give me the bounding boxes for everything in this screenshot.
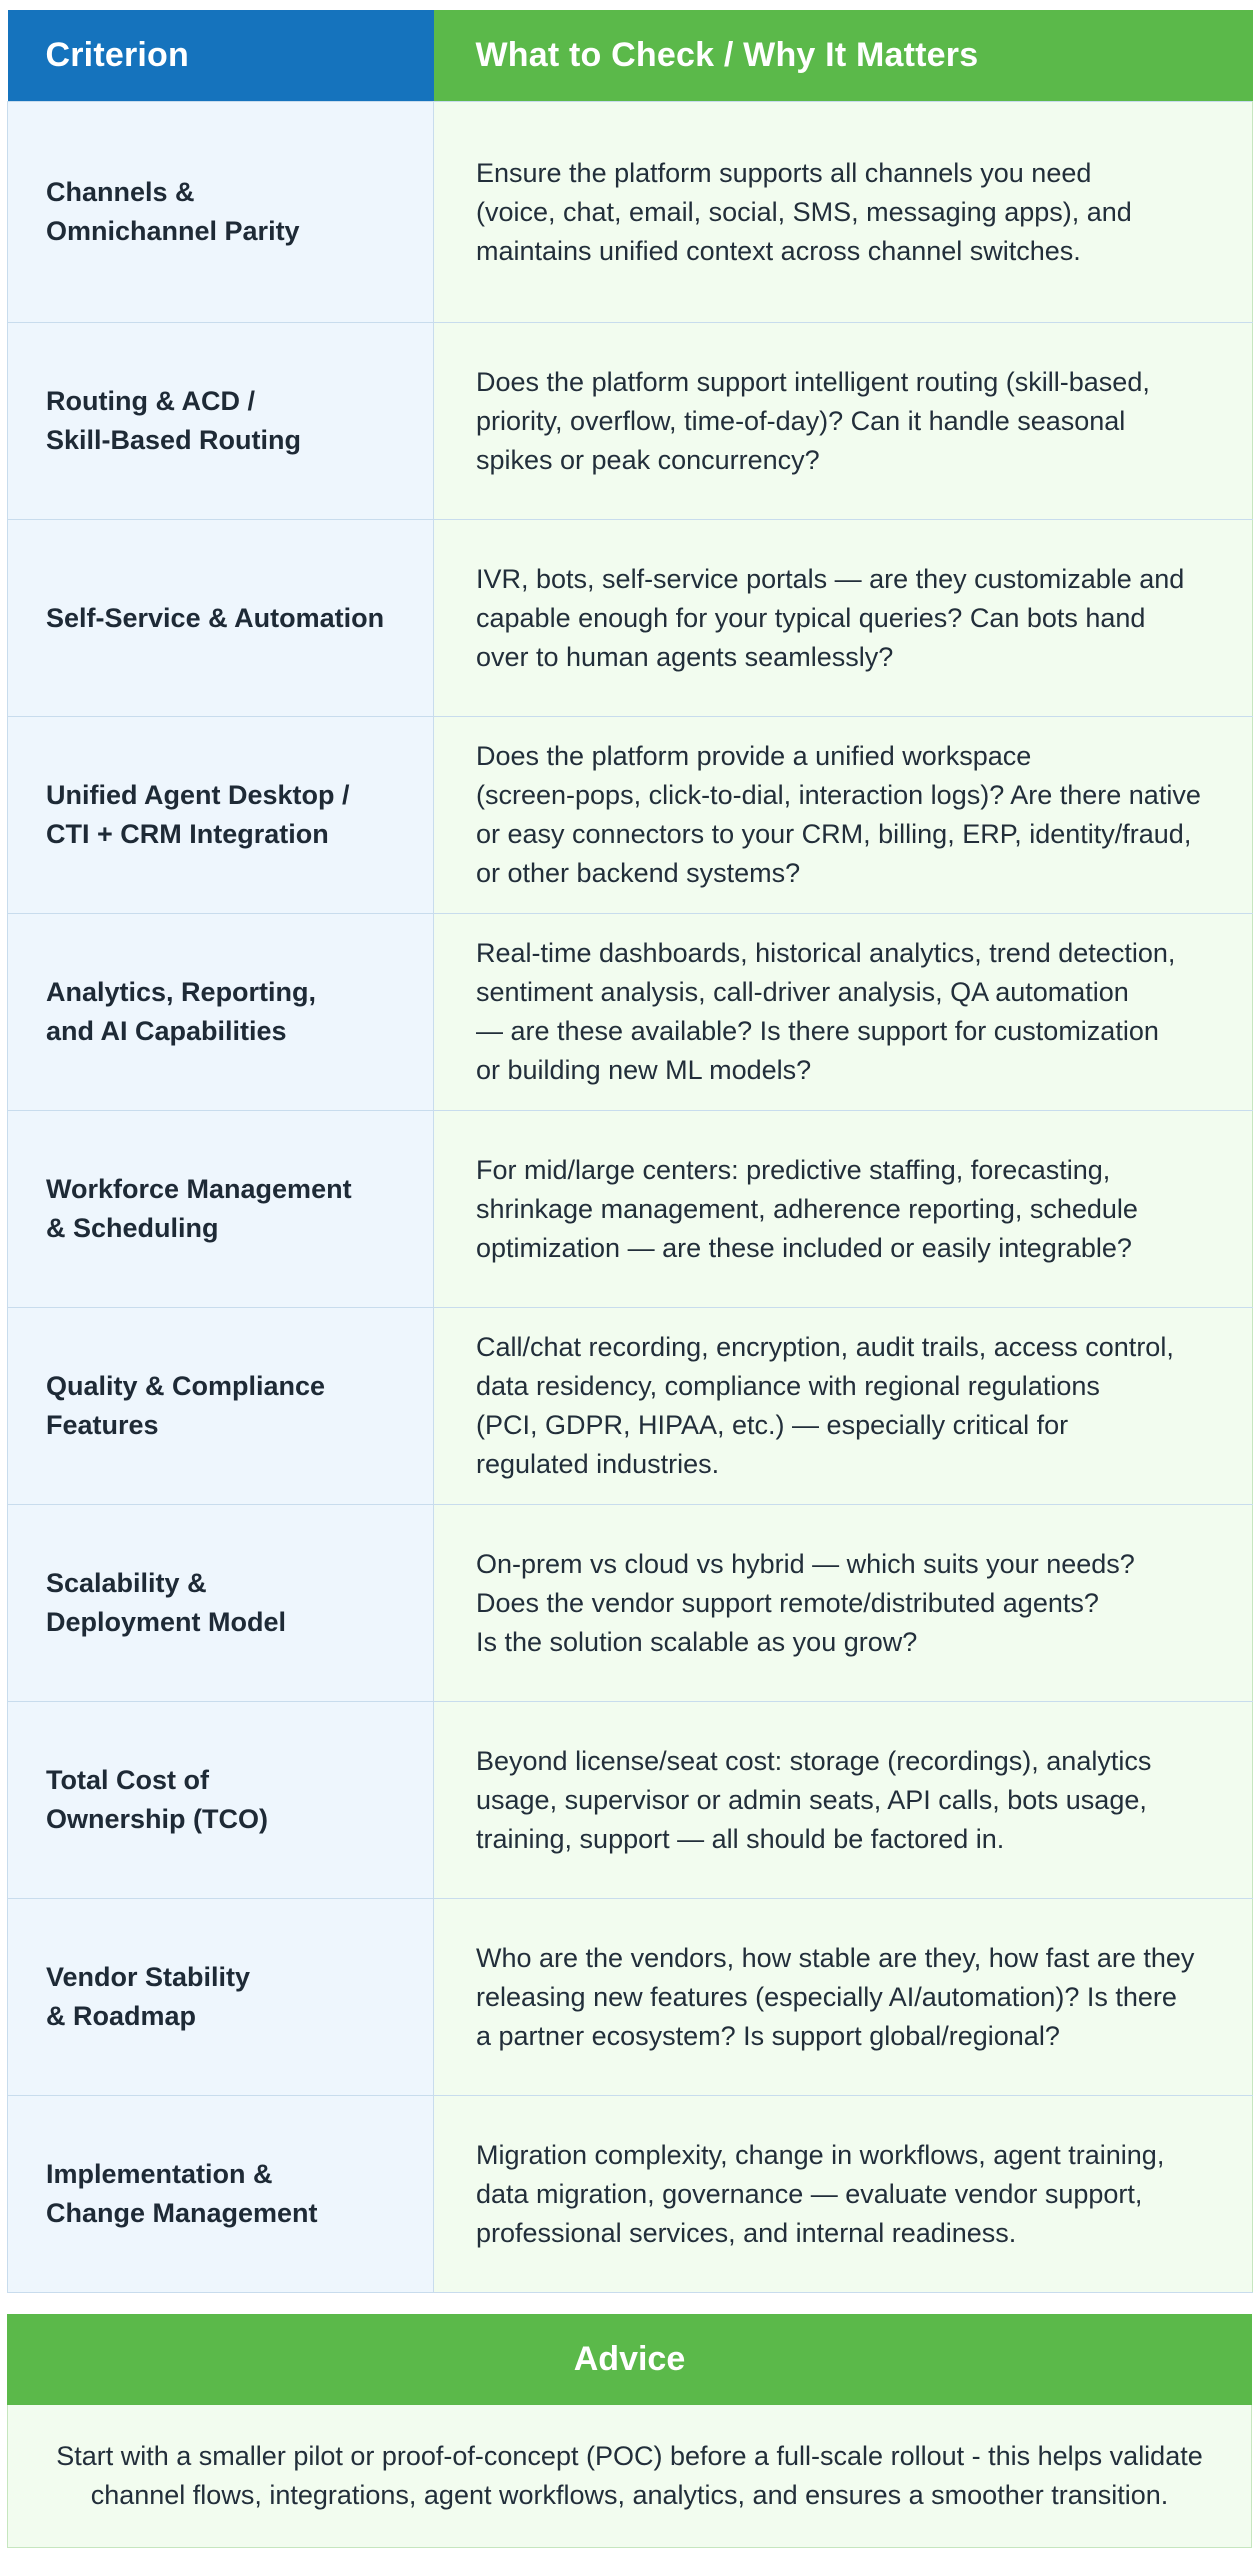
criterion-name-line: Self-Service & Automation [46, 602, 385, 633]
table-row [8, 1702, 1253, 1899]
criterion-name-line: Routing & ACD / [46, 386, 255, 416]
criterion-name-line: Omnichannel Parity [46, 216, 300, 246]
description-line: Call/chat recording, encryption, audit trails, access control, [476, 1332, 1174, 1362]
advice-text-line: Start with a smaller pilot or proof-of-concept (POC) before a full-scale rollout - this helps validate [56, 2441, 1203, 2471]
description-line: sentiment analysis, call-driver analysis, QA automation [476, 977, 1129, 1007]
criterion-cell [8, 1111, 434, 1308]
table-row [8, 914, 1253, 1111]
description-line: capable enough for your typical queries? Can bots hand [476, 602, 1146, 633]
description-line: training, support — all should be factored in. [476, 1823, 1005, 1854]
criterion-cell [8, 2096, 434, 2293]
table-row [8, 1111, 1253, 1308]
advice-title: Advice [7, 2314, 1252, 2405]
advice-box [7, 2314, 1252, 2548]
description-line: priority, overflow, time-of-day)? Can it handle seasonal [476, 405, 1126, 436]
table-row [8, 102, 1253, 323]
description-line: data residency, compliance with regional regulations [476, 1371, 1100, 1401]
criterion-name-line: Features [46, 1410, 159, 1440]
description-line: maintains unified context across channel switches. [476, 235, 1081, 266]
description-line: (voice, chat, email, social, SMS, messaging apps), and [476, 196, 1132, 227]
description-cell [434, 1899, 1253, 2096]
description-cell [434, 520, 1253, 717]
criterion-cell [8, 323, 434, 520]
criterion-name-line: Ownership (TCO) [46, 1804, 268, 1834]
criterion-cell [8, 1505, 434, 1702]
table-header-row [8, 10, 1253, 102]
description-line: usage, supervisor or admin seats, API calls, bots usage, [476, 1784, 1147, 1815]
criterion-name-line: Scalability & [46, 1568, 207, 1598]
description-line: or other backend systems? [476, 858, 801, 888]
criterion-name-line: & Scheduling [46, 1213, 219, 1243]
table-row [8, 1899, 1253, 2096]
criterion-name-line: Analytics, Reporting, [46, 977, 317, 1007]
table-row [8, 717, 1253, 914]
description-cell [434, 1111, 1253, 1308]
description-line: Ensure the platform supports all channels you need [476, 157, 1092, 188]
description-line: Does the platform support intelligent routing (skill-based, [476, 366, 1150, 397]
criterion-name-line: Skill-Based Routing [46, 425, 302, 455]
description-line: or building new ML models? [476, 1055, 812, 1085]
criterion-name-line: Implementation & [46, 2159, 273, 2189]
description-cell [434, 323, 1253, 520]
criteria-table-wrapper [7, 10, 1252, 2293]
description-line: On-prem vs cloud vs hybrid — which suits your needs? [476, 1548, 1135, 1579]
criterion-name-line: Deployment Model [46, 1607, 287, 1637]
advice-text-block [56, 2437, 1203, 2515]
criterion-cell [8, 1308, 434, 1505]
advice-text [7, 2405, 1252, 2548]
description-line: Beyond license/seat cost: storage (recordings), analytics [476, 1745, 1152, 1776]
description-cell [434, 1702, 1253, 1899]
criterion-name-line: Vendor Stability [46, 1962, 251, 1992]
description-cell [434, 1505, 1253, 1702]
description-line: regulated industries. [476, 1449, 720, 1479]
criterion-name-line: Channels & [46, 177, 195, 207]
table-row [8, 1505, 1253, 1702]
criterion-cell [8, 1702, 434, 1899]
table-row [8, 2096, 1253, 2293]
table-header [8, 10, 1253, 102]
description-cell [434, 914, 1253, 1111]
description-line: releasing new features (especially AI/automation)? Is there [476, 1981, 1177, 2012]
description-line: Real-time dashboards, historical analytics, trend detection, [476, 938, 1176, 968]
criterion-cell [8, 102, 434, 323]
description-line: shrinkage management, adherence reporting, schedule [476, 1193, 1138, 1224]
table-row [8, 323, 1253, 520]
description-line: Does the vendor support remote/distributed agents? [476, 1587, 1099, 1618]
criterion-name-line: & Roadmap [46, 2001, 197, 2031]
table-row [8, 1308, 1253, 1505]
advice-text-line: channel flows, integrations, agent workflows, analytics, and ensures a smoother transition. [90, 2480, 1169, 2510]
description-cell [434, 102, 1253, 323]
description-line: data migration, governance — evaluate vendor support, [476, 2178, 1143, 2209]
criterion-cell [8, 914, 434, 1111]
criterion-cell [8, 520, 434, 717]
description-line: Migration complexity, change in workflows, agent training, [476, 2139, 1165, 2170]
description-cell [434, 1308, 1253, 1505]
criterion-name-line: Quality & Compliance [46, 1371, 326, 1401]
description-line: For mid/large centers: predictive staffing, forecasting, [476, 1154, 1111, 1185]
description-line: a partner ecosystem? Is support global/regional? [476, 2020, 1060, 2051]
description-line: professional services, and internal readiness. [476, 2217, 1017, 2248]
description-line: or easy connectors to your CRM, billing, ERP, identity/fraud, [476, 819, 1192, 849]
description-line: (screen-pops, click-to-dial, interaction logs)? Are there native [476, 780, 1201, 810]
criterion-name-line: Total Cost of [46, 1765, 209, 1795]
criterion-column-header: Criterion [8, 10, 434, 102]
description-cell [434, 717, 1253, 914]
description-line: Does the platform provide a unified workspace [476, 741, 1032, 771]
description-line: optimization — are these included or easily integrable? [476, 1232, 1132, 1263]
table-body [8, 102, 1253, 2293]
criterion-name-line: Workforce Management [46, 1174, 352, 1204]
description-line: Who are the vendors, how stable are they, how fast are they [476, 1942, 1195, 1973]
description-line: over to human agents seamlessly? [476, 641, 894, 672]
criteria-table [7, 10, 1253, 2293]
what-to-check-column-header: What to Check / Why It Matters [434, 10, 1253, 102]
description-line: spikes or peak concurrency? [476, 444, 820, 475]
description-line: — are these available? Is there support for customization [476, 1016, 1159, 1046]
criterion-name-line: CTI + CRM Integration [46, 819, 329, 849]
criterion-cell [8, 1899, 434, 2096]
criterion-cell [8, 717, 434, 914]
criterion-name-line: Change Management [46, 2198, 318, 2228]
table-row [8, 520, 1253, 717]
description-line: (PCI, GDPR, HIPAA, etc.) — especially critical for [476, 1410, 1069, 1440]
description-cell [434, 2096, 1253, 2293]
description-line: IVR, bots, self-service portals — are they customizable and [476, 563, 1185, 594]
description-line: Is the solution scalable as you grow? [476, 1626, 918, 1657]
criterion-name-line: and AI Capabilities [46, 1016, 287, 1046]
criterion-name-line: Unified Agent Desktop / [46, 780, 350, 810]
